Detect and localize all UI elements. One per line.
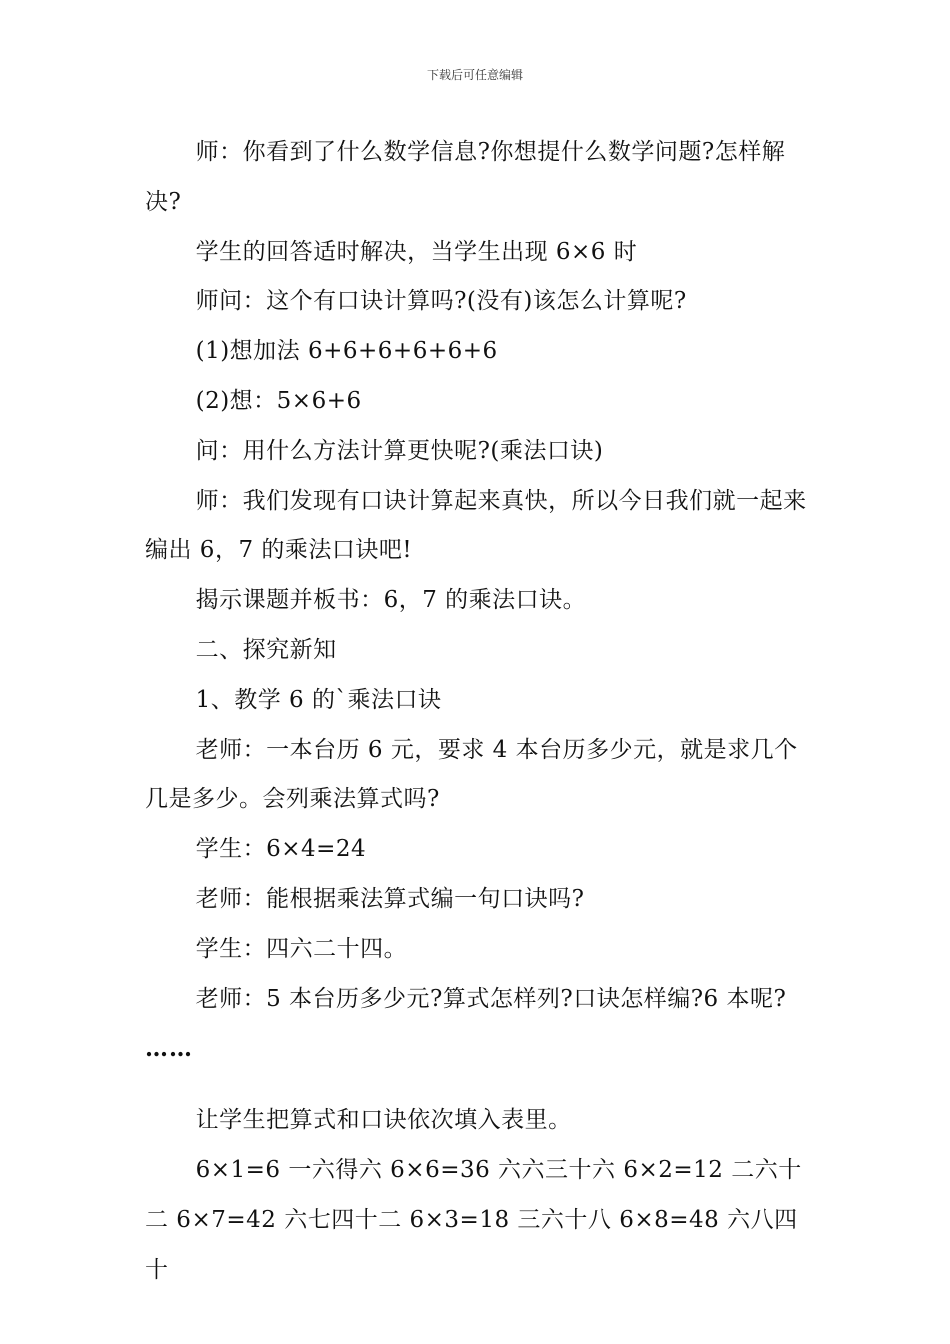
spacer [145, 1074, 810, 1096]
paragraph: (2)想：5×6+6 [195, 387, 362, 414]
document-body [145, 128, 810, 1295]
paragraph: 让学生把算式和口诀依次填入表里。 [195, 1107, 572, 1134]
paragraph: 问：用什么方法计算更快呢?(乘法口诀) [195, 437, 604, 464]
paragraph: 老师：一本台历 6 元，要求 4 本台历多少元，就是求几个几是多少。会列乘法算式吗? [145, 736, 798, 813]
page-header-note: 下载后可任意编辑 [426, 68, 523, 82]
paragraph: 师：我们发现有口诀计算起来真快，所以今日我们就一起来编出 6，7 的乘法口诀吧! [145, 487, 807, 564]
ellipsis: …… [145, 1035, 193, 1063]
paragraph: 揭示课题并板书：6，7 的乘法口诀。 [195, 587, 587, 614]
paragraph: 师：你看到了什么数学信息?你想提什么数学问题?怎样解决? [145, 139, 786, 215]
paragraph: (1)想加法 6+6+6+6+6+6 [195, 338, 498, 365]
paragraph: 学生：6×4=24 [195, 836, 367, 863]
paragraph: 师问：这个有口诀计算吗?(没有)该怎么计算呢? [195, 288, 687, 315]
paragraph: 学生：四六二十四。 [195, 935, 408, 962]
paragraph: 学生的回答适时解决，当学生出现 6×6 时 [195, 238, 638, 265]
paragraph: 老师：能根据乘法算式编一句口诀吗? [195, 885, 585, 912]
subsection-heading: 1、教学 6 的`乘法口诀 [195, 686, 442, 713]
paragraph: 老师：5 本台历多少元?算式怎样列?口诀怎样编?6 本呢? [195, 985, 787, 1012]
section-heading: 二、探究新知 [195, 636, 337, 663]
paragraph: 6×1=6 一六得六 6×6=36 六六三十六 6×2=12 二六十二 6×7=42 六七四十二 6×3=18 三六十八 6×8=48 六八四十 [145, 1156, 802, 1283]
